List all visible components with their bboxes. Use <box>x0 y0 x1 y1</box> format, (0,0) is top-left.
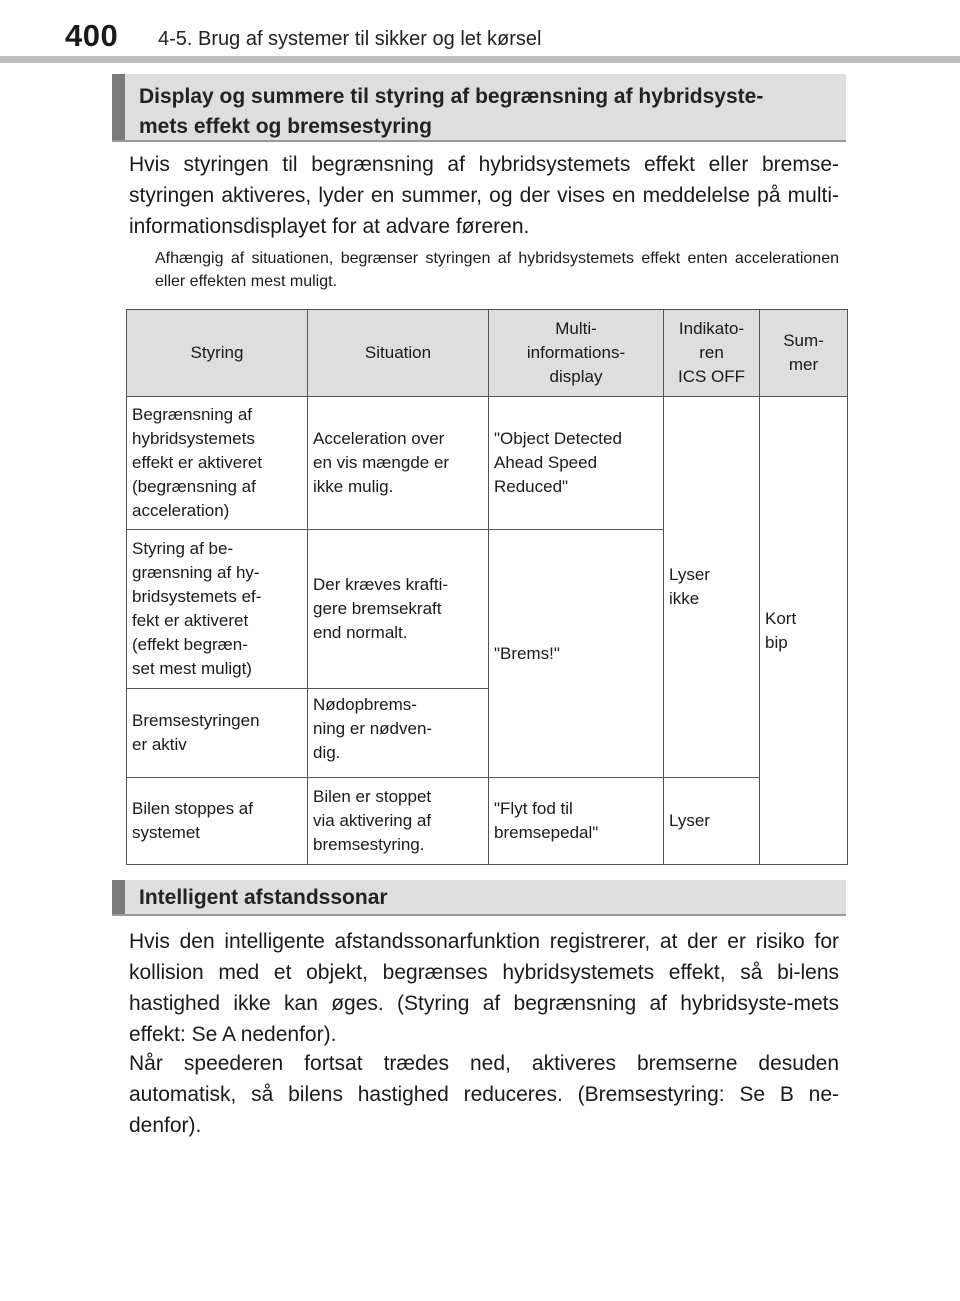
section-heading-display-summer: Display og summere til styring af begrænsning af hybridsyste- mets effekt og bremsestyring <box>112 74 846 141</box>
cell-situation: Acceleration over en vis mængde er ikke mulig. <box>308 397 489 530</box>
cell-display: "Object Detected Ahead Speed Reduced" <box>489 397 664 530</box>
col-header-summer: Sum- mer <box>760 310 848 397</box>
section-heading-sonar: Intelligent afstandssonar <box>112 880 846 916</box>
cell-display-merged: "Brems!" <box>489 530 664 778</box>
cell-indicator: Lyser <box>664 778 760 865</box>
section1-paragraph: Hvis styringen til begrænsning af hybridsystemets effekt eller bremse-styringen aktiveres, lyder en summer, og der vises en meddelelse på multi-informationsdisplayet for at advare føreren. <box>129 153 839 238</box>
col-header-situation: Situation <box>308 310 489 397</box>
cell-styring: Begrænsning af hybridsystemets effekt er aktiveret (begrænsning af acceleration) <box>127 397 308 530</box>
header-rule <box>0 56 960 63</box>
heading-underline <box>112 140 846 142</box>
col-header-styring: Styring <box>127 310 308 397</box>
table-row <box>127 778 848 865</box>
section2-paragraph-2: Når speederen fortsat trædes ned, aktiveres bremserne desuden automatisk, så bilens hastighed reduceres. (Bremsestyring: Se B ne-denfor). <box>129 1052 839 1137</box>
heading-underline <box>112 914 846 916</box>
cell-summer-merged: Kort bip <box>760 397 848 865</box>
cell-situation: Bilen er stoppet via aktivering af bremsestyring. <box>308 778 489 865</box>
control-table <box>126 309 848 865</box>
cell-styring: Bilen stoppes af systemet <box>127 778 308 865</box>
page-header <box>0 0 960 62</box>
cell-styring: Styring af be- grænsning af hy- bridsystemets ef- fekt er aktiveret (effekt begræn- set mest muligt) <box>127 530 308 689</box>
col-header-display: Multi- informations- display <box>489 310 664 397</box>
page-number: 400 <box>65 18 119 53</box>
cell-styring: Bremsestyringen er aktiv <box>127 689 308 778</box>
chapter-title: 4-5. Brug af systemer til sikker og let kørsel <box>158 28 542 50</box>
section1-note: Afhængig af situationen, begrænser styringen af hybridsystemets effekt enten accelerationen eller effekten mest muligt. <box>155 250 839 290</box>
cell-indicator-merged: Lyser ikke <box>664 397 760 778</box>
table-row <box>127 397 848 530</box>
section2-paragraph-1: Hvis den intelligente afstandssonarfunktion registrerer, at der er risiko for kollision med et objekt, begrænses hybridsystemets effekt, så bi-lens hastighed ikke kan øges. (Styring af begrænsning af hybridsyste-mets effekt: Se A nedenfor). <box>129 930 839 1046</box>
table-header-row <box>127 310 848 397</box>
cell-situation: Nødopbrems- ning er nødven- dig. <box>308 689 489 778</box>
col-header-indicator: Indikato- ren ICS OFF <box>664 310 760 397</box>
cell-display: "Flyt fod til bremsepedal" <box>489 778 664 865</box>
cell-situation: Der kræves krafti- gere bremsekraft end normalt. <box>308 530 489 689</box>
